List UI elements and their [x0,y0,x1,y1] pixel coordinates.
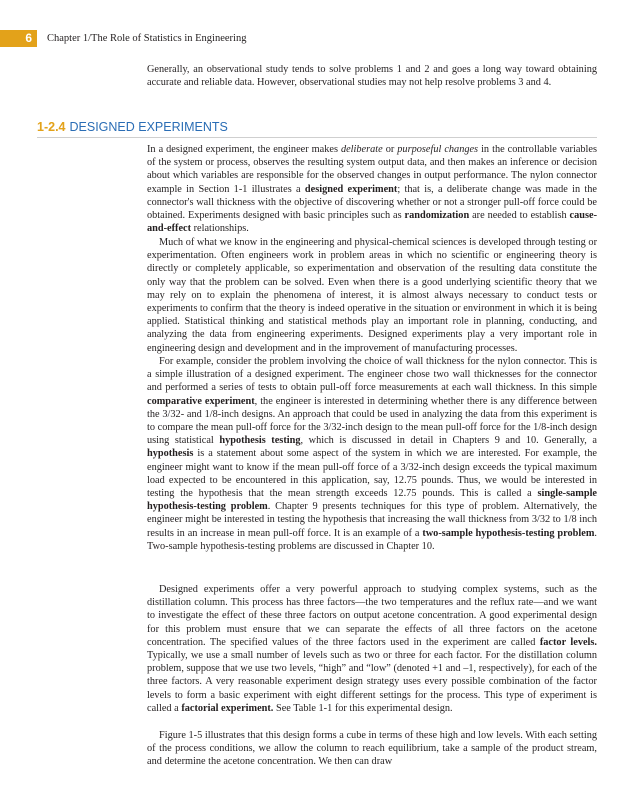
paragraph-1: In a designed experiment, the engineer makes deliberate or purposeful changes in the controllable variables of the system or process, observes the resulting system output data, and then makes an inference or decision about which variables are responsible for the observed changes in output performance. The nylon connector example in Section 1-1 illustrates a designed experiment; that is, a deliberate change was made in the connector's wall thickness with the objective of discovering whether or not a stronger pull-off force could be obtained. Experiments designed with basic principles such as randomization are needed to establish cause-and-effect relationships. [147,144,597,235]
paragraph-2: Much of what we know in the engineering and physical-chemical sciences is developed through testing or experimentation. Often engineers work in problem areas in which no scientific or engineering theory is directly or completely applicable, so experimentation and observation of the resulting data constitute the only way that the problem can be solved. Even when there is a good underlying scientific theory that we may rely on to explain the phenomena of interest, it is almost always necessary to conduct tests or experiments to confirm that the theory is indeed operative in the situation or environment in which it is being applied. Statistical thinking and statistical methods play an important role in planning, conducting, and analyzing the data from engineering experiments. Designed experiments play a very important role in engineering design and development and in the improvement of manufacturing processes. [147,237,597,354]
paragraph-3: For example, consider the problem involving the choice of wall thickness for the nylon connector. This is a simple illustration of a designed experiment. The engineer chose two wall thicknesses for the connector and performed a series of tests to obtain pull-off force measurements at each wall thickness. In this simple comparative experiment, the engineer is interested in determining whether there is any difference between the 3/32- and 1/8-inch designs. An approach that could be used in analyzing the data from this experiment is to compare the mean pull-off force for the 3/32-inch design to the mean pull-off force for the 1/8-inch design using statistical hypothesis testing, which is discussed in detail in Chapters 9 and 10. Generally, a hypothesis is a statement about some aspect of the system in which we are interested. For example, the engineer might want to know if the mean pull-off force of a 3/32-inch design exceeds the typical maximum load expected to be encountered in this application, say, 12.75 pounds. Thus, we would be interested in testing the hypothesis that the mean strength exceeds 12.75 pounds. This is called a single-sample hypothesis-testing problem. Chapter 9 presents techniques for this type of problem. Alternatively, the engineer might be interested in testing the hypothesis that increasing the wall thickness from 3/32 to 1/8 inch results in an increase in mean pull-off force. It is an example of a two-sample hypothesis-testing problem. Two-sample hypothesis-testing problems are discussed in Chapter 10. [147,356,597,552]
intro-paragraph: Generally, an observational study tends to solve problems 1 and 2 and goes a long way toward obtaining accurate and reliable data. However, observational studies may not help resolve problems 3 and 4. [147,64,597,89]
paragraph-5: Figure 1-5 illustrates that this design forms a cube in terms of these high and low levels. With each setting of the process conditions, we allow the column to reach equilibrium, take a sample of the product stream, and determine the acetone concentration. We then can draw [147,730,597,768]
page-number: 6 [0,30,37,47]
section-heading [37,119,597,138]
running-header [0,30,639,47]
section-number: 1-2.4 [37,120,66,134]
paragraph-4: Designed experiments offer a very powerful approach to studying complex systems, such as the distillation column. This process has three factors—the two temperatures and the reflux rate—and we want to investigate the effect of these three factors on output acetone concentration. A good experimental design for this problem must ensure that we can separate the effects of all three factors on the acetone concentration. The specified values of the three factors used in the experiment are called factor levels. Typically, we use a small number of levels such as two or three for each factor. For the distillation column problem, suppose that we use two levels, “high” and “low” (denoted +1 and –1, respectively), for each of the three factors. A very reasonable experiment design strategy uses every possible combination of the factor levels to form a basic experiment with eight different settings for the process. This type of experiment is called a factorial experiment. See Table 1-1 for this experimental design. [147,584,597,714]
section-title: DESIGNED EXPERIMENTS [69,120,228,134]
running-head: Chapter 1/The Role of Statistics in Engineering [47,33,247,44]
